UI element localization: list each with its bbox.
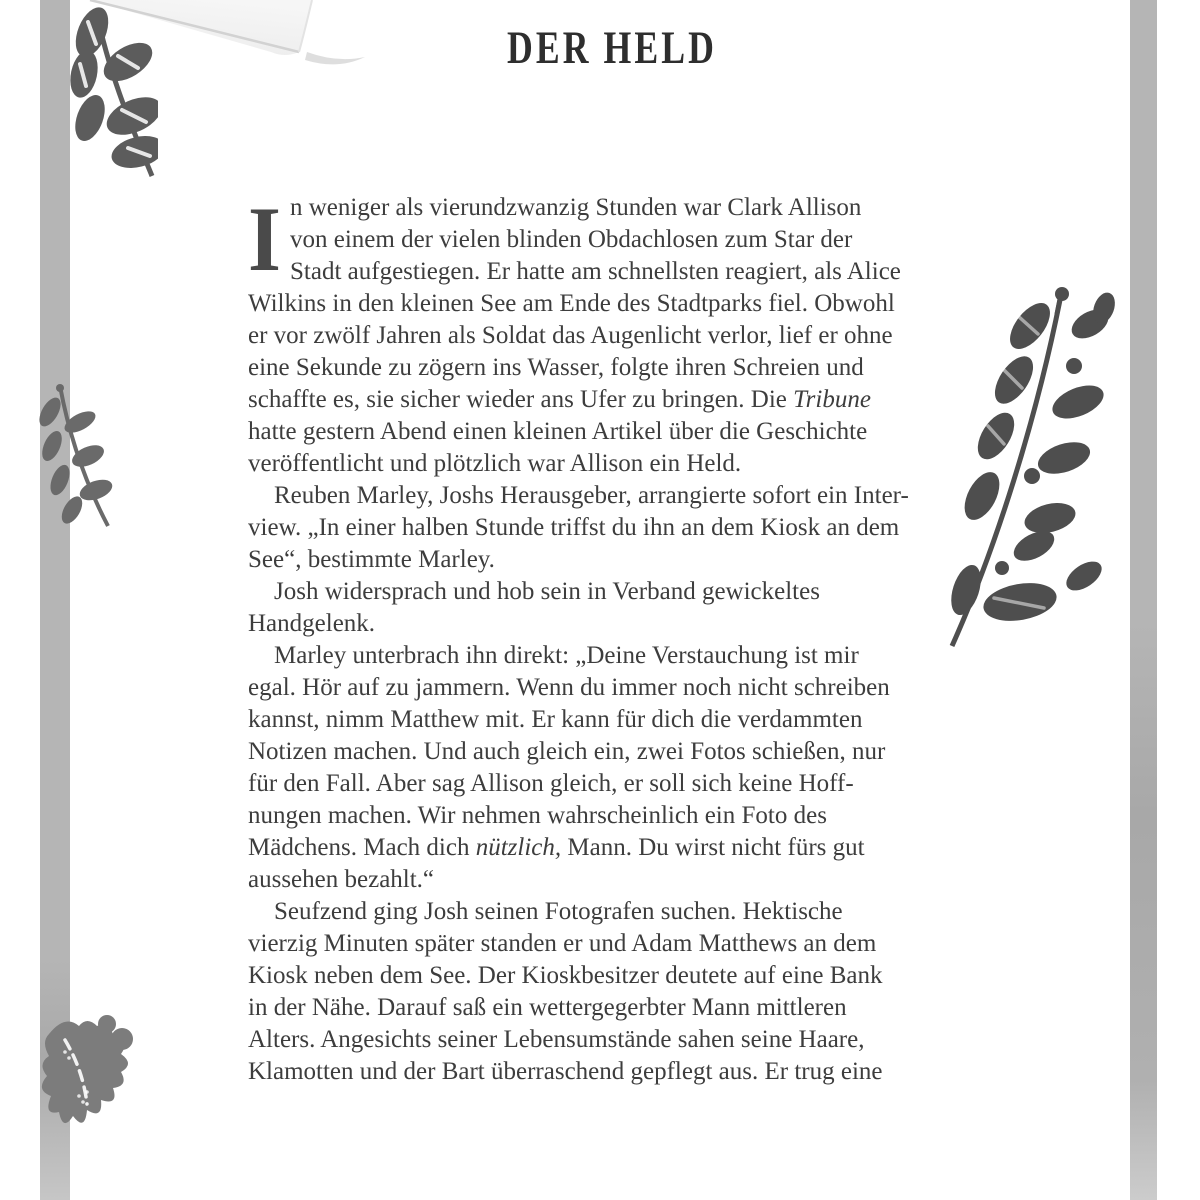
text-line: Stadt aufgestiegen. Er hatte am schnellsten reagiert, als Alice [290,258,901,285]
text-line: Mädchens. Mach dich nützlich, Mann. Du wirst nicht fürs gut [248,834,865,861]
text-line: von einem der vielen blinden Obdachlosen zum Star der [290,226,853,253]
text-line: Josh widersprach und hob sein in Verband gewickeltes [274,578,820,605]
text-line: aussehen bezahlt.“ [248,866,435,893]
drop-cap: I [248,188,281,290]
berry-branch-illustration-right [938,280,1130,652]
text-line: Kiosk neben dem See. Der Kioskbesitzer deutete auf eine Bank [248,962,883,989]
text-line: hatte gestern Abend einen kleinen Artikel über die Geschichte [248,418,868,445]
paragraph [248,480,964,576]
text-line: Klamotten und der Bart überraschend gepflegt aus. Er trug eine [248,1058,883,1085]
text-line: eine Sekunde zu zögern ins Wasser, folgte ihren Schreien und [248,354,864,381]
text-line: vierzig Minuten später standen er und Adam Matthews an dem [248,930,877,957]
text-line: Seufzend ging Josh seinen Fotografen suchen. Hektische [274,898,843,925]
text-line: schaffte es, sie sicher wieder ans Ufer zu bringen. Die Tribune [248,386,871,413]
text-line: Reuben Marley, Joshs Herausgeber, arrangierte sofort ein Inter- [274,482,909,509]
text-line: n weniger als vierundzwanzig Stunden war Clark Allison [290,194,862,221]
text-line: egal. Hör auf zu jammern. Wenn du immer noch nicht schreiben [248,674,890,701]
paragraph [248,640,964,896]
text-line: Wilkins in den kleinen See am Ende des Stadtparks fiel. Obwohl [248,290,895,317]
left-gutter-band [40,0,70,1200]
right-gutter-band [1130,0,1157,1200]
text-line: für den Fall. Aber sag Allison gleich, er soll sich keine Hoff- [248,770,854,797]
text-line: veröffentlicht und plötzlich war Allison ein Held. [248,450,742,477]
text-line: kannst, nimm Matthew mit. Er kann für dich die verdammten [248,706,863,733]
text-line: See“, bestimmte Marley. [248,546,495,573]
text-line: view. „In einer halben Stunde triffst du ihn an dem Kiosk an dem [248,514,900,541]
paragraph [248,576,964,640]
text-line: Handgelenk. [248,610,376,637]
text-line: Alters. Angesichts seiner Lebensumstände sahen seine Haare, [248,1026,865,1053]
paragraph [248,896,964,1088]
text-line: nungen machen. Wir nehmen wahrscheinlich ein Foto des [248,802,827,829]
text-line: Notizen machen. Und auch gleich ein, zwei Fotos schießen, nur [248,738,886,765]
body-text [248,188,964,1088]
paragraph [248,188,964,480]
page-title: DER HELD [507,22,717,74]
text-line: Marley unterbrach ihn direkt: „Deine Verstauchung ist mir [274,642,859,669]
text-line: in der Nähe. Darauf saß ein wettergegerbter Mann mittleren [248,994,847,1021]
text-line: er vor zwölf Jahren als Soldat das Augenlicht verlor, lief er ohne [248,322,893,349]
